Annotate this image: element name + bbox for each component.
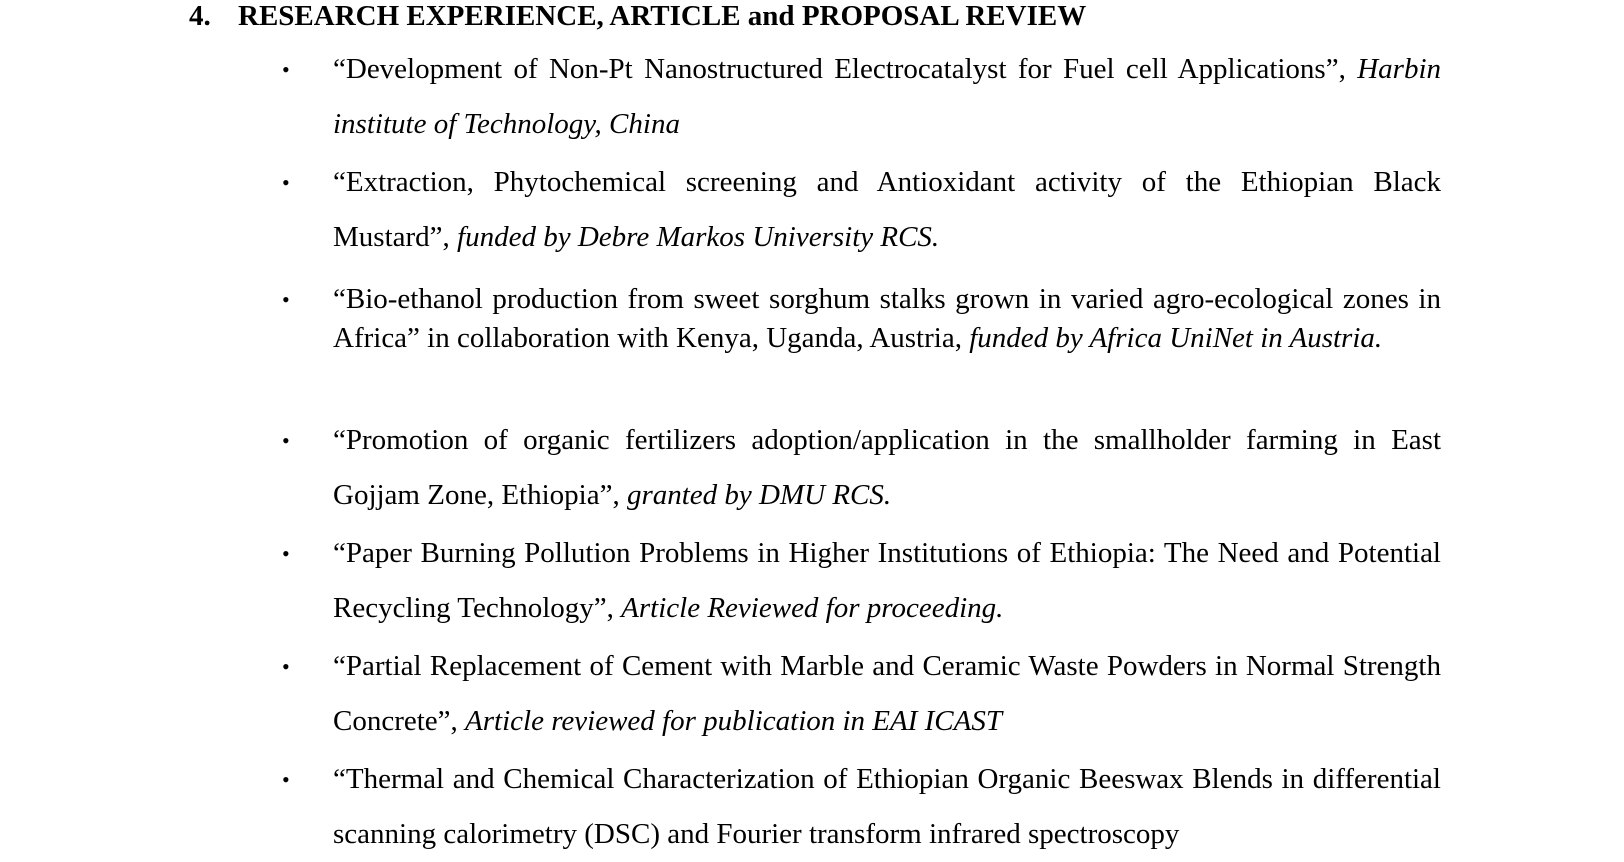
list-item [282, 413, 1441, 523]
item-note: funded by Africa UniNet in Austria. [969, 322, 1383, 354]
item-note: funded by Debre Markos University RCS. [457, 221, 940, 253]
item-note: granted by DMU RCS. [626, 479, 892, 511]
list-item [282, 526, 1441, 636]
item-title: “Thermal and Chemical Characterization of Ethiopian Organic Beeswax Blends in differential scanning calorimetry (DSC) and Fourier transform infrared spectroscopy [333, 763, 1441, 850]
bullet-icon: • [282, 541, 290, 566]
item-title: “Partial Replacement of Cement with Marble and Ceramic Waste Powders in Normal Strength Concrete”, [333, 650, 1441, 737]
bullet-icon: • [282, 767, 290, 792]
item-note: Article Reviewed for proceeding. [621, 592, 1004, 624]
item-title: “Development of Non-Pt Nanostructured Electrocatalyst for Fuel cell Applications”, [333, 53, 1346, 85]
item-title: “Paper Burning Pollution Problems in Higher Institutions of Ethiopia: The Need and Potential Recycling Technology”, [333, 537, 1441, 624]
bullet-icon: • [282, 170, 290, 195]
section-number: 4. [189, 0, 211, 32]
item-title: “Bio-ethanol production from sweet sorghum stalks grown in varied agro-ecological zones in Africa” in collaboration with Kenya, Uganda, Austria, [333, 283, 1441, 354]
section-title: RESEARCH EXPERIENCE, ARTICLE and PROPOSAL REVIEW [238, 0, 1087, 32]
bullet-icon: • [282, 654, 290, 679]
section-heading [189, 0, 1086, 32]
item-note: Article reviewed for publication in EAI ICAST [465, 705, 1002, 737]
list-item [282, 155, 1441, 265]
list-item [282, 752, 1441, 862]
bullet-icon: • [282, 287, 290, 312]
item-title: “Promotion of organic fertilizers adoption/application in the smallholder farming in East Gojjam Zone, Ethiopia”, [333, 424, 1441, 511]
bullet-icon: • [282, 57, 290, 82]
list-item [282, 280, 1441, 358]
list-item [282, 42, 1442, 152]
item-title: “Extraction, Phytochemical screening and Antioxidant activity of the Ethiopian Black Mustard”, [333, 166, 1441, 253]
item-note: Harbin institute of Technology, China [333, 53, 1442, 140]
list-item [282, 639, 1441, 749]
bullet-icon: • [282, 428, 290, 453]
